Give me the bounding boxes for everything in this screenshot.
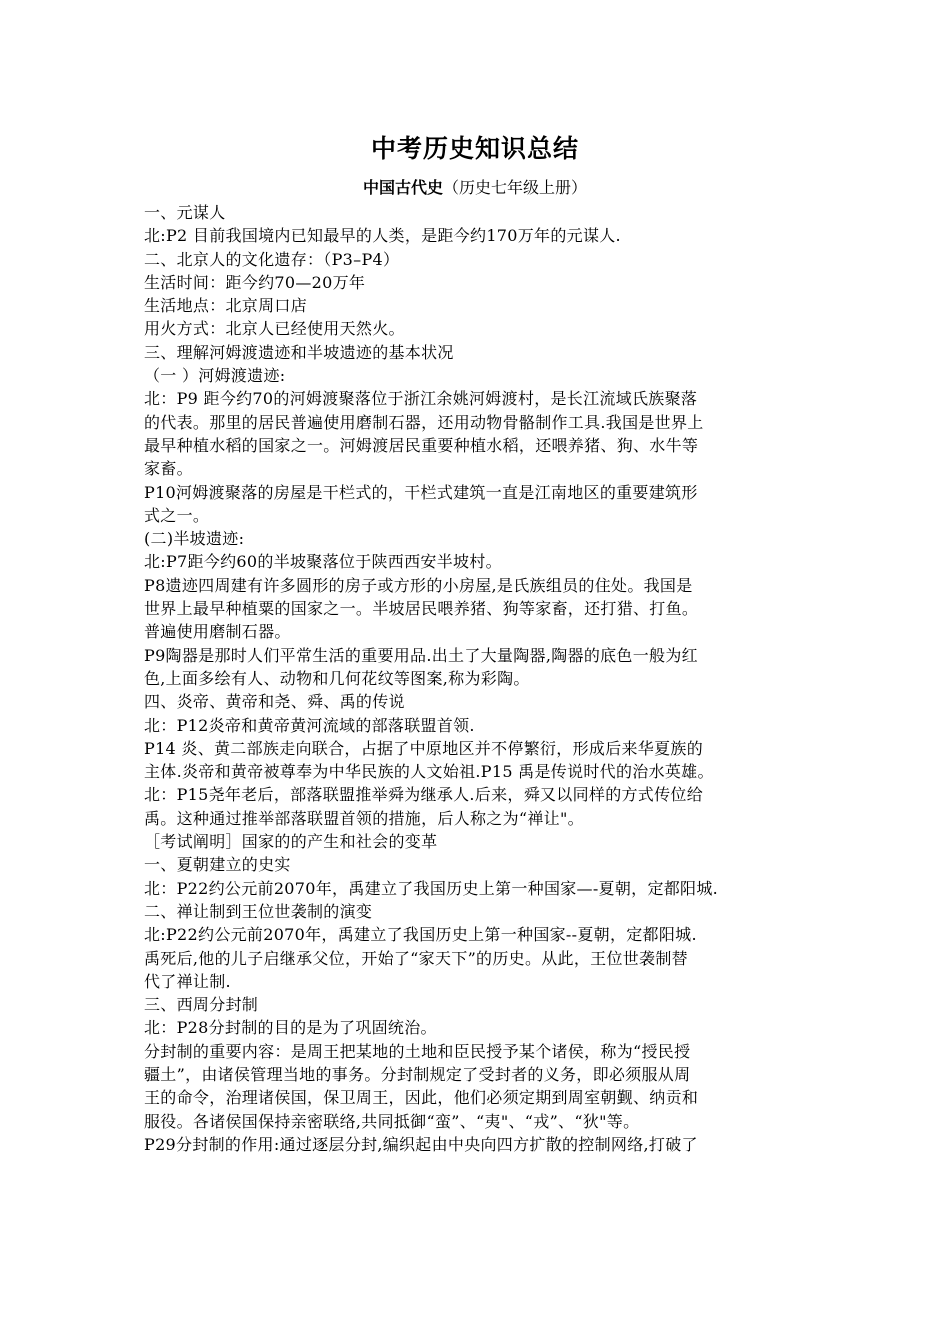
subtitle-bold: 中国古代史 (362, 178, 443, 197)
text-line: P10河姆渡聚落的房屋是干栏式的，干栏式建筑一直是江南地区的重要建筑形 (144, 482, 698, 502)
text-line: P14 炎、黄二部族走向联合，占据了中原地区并不停繁衍，形成后来华夏族的 (144, 738, 704, 758)
text-line: 家畜。 (144, 459, 193, 479)
text-line: 代了禅让制. (144, 971, 231, 991)
text-line: 疆土”，由诸侯管理当地的事务。分封制规定了受封者的义务，即必须服从周 (144, 1064, 691, 1084)
text-line: ［考试阐明］国家的的产生和社会的变革 (144, 832, 438, 852)
subtitle-rest: （历史七年级上册） (443, 178, 588, 197)
text-line: 北:P22约公元前2070年，禹建立了我国历史上第一种国家--夏朝，定都阳城. (144, 925, 697, 945)
text-line: 北:P7距今约60的半坡聚落位于陕西西安半坡村。 (144, 552, 502, 572)
text-line: 式之一。 (144, 505, 210, 525)
document-subtitle (0, 176, 950, 200)
text-line: 二、禅让制到王位世袭制的演变 (144, 901, 373, 921)
text-line: 最早种植水稻的国家之一。河姆渡居民重要种植水稻，还喂养猪、狗、水牛等 (144, 435, 699, 455)
text-line: 主体.炎帝和黄帝被尊奉为中华民族的人文始祖.P15 禹是传说时代的治水英雄。 (144, 762, 714, 782)
text-line: 王的命令，治理诸侯国，保卫周王，因此，他们必须定期到周室朝觐、纳贡和 (144, 1088, 699, 1108)
text-line: 一、夏朝建立的史实 (144, 855, 291, 875)
text-line: 四、炎帝、黄帝和尧、舜、禹的传说 (144, 692, 405, 712)
text-line: 三、西周分封制 (144, 995, 259, 1015)
text-line: P9陶器是那时人们平常生活的重要用品.出土了大量陶器,陶器的底色一般为红 (144, 645, 698, 665)
text-line: 色,上面多绘有人、动物和几何花纹等图案,称为彩陶。 (144, 668, 530, 688)
text-line: 的代表。那里的居民普遍使用磨制石器，还用动物骨骼制作工具.我国是世界上 (144, 412, 704, 432)
text-line: 服役。各诸侯国保持亲密联络,共同抵御“蛮”、“夷"、“戎”、“狄"等。 (144, 1111, 640, 1131)
text-line: (二)半坡遗迹: (144, 529, 245, 549)
text-line: P8遗迹四周建有许多圆形的房子或方形的小房屋,是氏族组员的住处。我国是 (144, 575, 693, 595)
text-line: 北：P22约公元前2070年，禹建立了我国历史上第一种国家—-夏朝，定都阳城. (144, 878, 719, 898)
text-line: 一、元谋人 (144, 203, 226, 222)
text-line: （一 ）河姆渡遗迹: (144, 366, 286, 386)
text-line: 北：P15尧年老后，部落联盟推举舜为继承人.后来，舜又以同样的方式传位给 (144, 785, 704, 805)
text-line: P29分封制的作用:通过逐层分封,编织起由中央向四方扩散的控制网络,打破了 (144, 1134, 698, 1154)
text-line: 普遍使用磨制石器。 (144, 622, 291, 642)
text-line: 用火方式：北京人已经使用天然火。 (144, 319, 405, 339)
text-line: 分封制的重要内容：是周王把某地的土地和臣民授予某个诸侯，称为“授民授 (144, 1041, 691, 1061)
text-line: 生活时间：距今约70—20万年 (144, 272, 366, 292)
text-line: 三、理解河姆渡遗迹和半坡遗迹的基本状况 (144, 342, 454, 362)
document-body (144, 201, 808, 1156)
text-line: 禹死后,他的儿子启继承父位，开始了“家天下”的历史。从此，王位世袭制替 (144, 948, 688, 968)
text-line: 北：P9 距今约70的河姆渡聚落位于浙江余姚河姆渡村，是长江流域氏族聚落 (144, 389, 698, 409)
text-line: 二、北京人的文化遗存：（P3–P4） (144, 249, 400, 269)
text-line: 世界上最早种植粟的国家之一。半坡居民喂养猪、狗等家畜，还打猎、打鱼。 (144, 599, 699, 619)
document-title: 中考历史知识总结 (370, 134, 579, 163)
text-line: 生活地点：北京周口店 (144, 296, 308, 316)
text-line: 北：P28分封制的目的是为了巩固统治。 (144, 1018, 437, 1038)
text-line: 北:P2 目前我国境内已知最早的人类，是距今约170万年的元谋人. (144, 226, 621, 246)
text-line: 禹。这种通过推举部落联盟首领的措施，后人称之为“禅让"。 (144, 808, 584, 828)
text-line: 北：P12炎帝和黄帝黄河流域的部落联盟首领. (144, 715, 475, 735)
